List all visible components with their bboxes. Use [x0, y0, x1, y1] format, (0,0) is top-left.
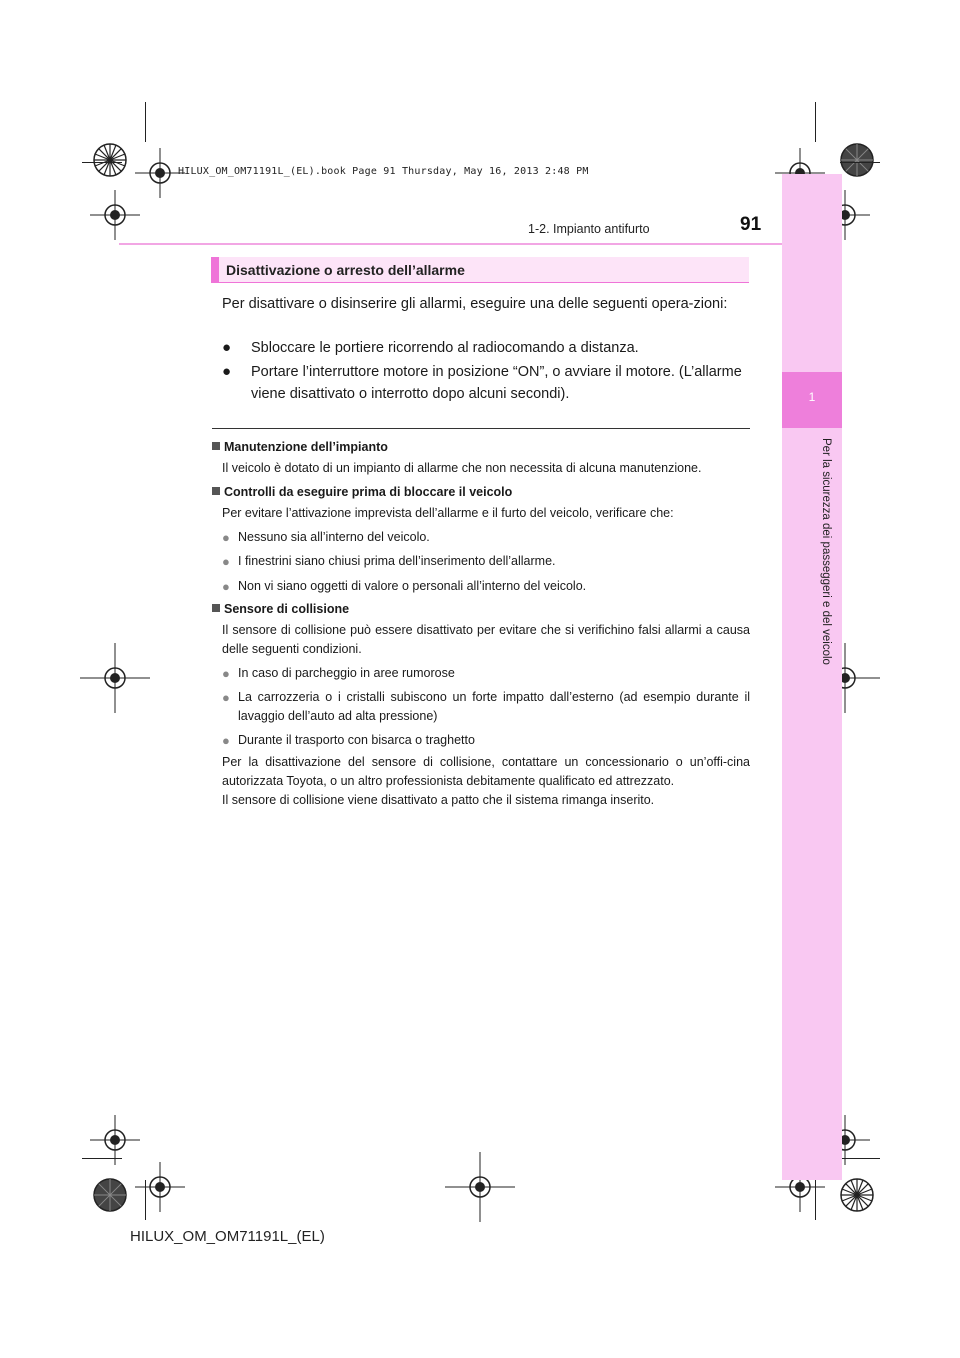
crop-line — [815, 102, 816, 142]
book-stamp: HILUX_OM_OM71191L_(EL).book Page 91 Thursday, May 16, 2013 2:48 PM — [178, 166, 589, 177]
note-heading: Sensore di collisione — [212, 602, 349, 616]
note-text: Per evitare l’attivazione imprevista dell’allarme e il furto del veicolo, verificare che: — [222, 506, 674, 520]
bullet-icon: ● — [222, 363, 232, 380]
note-text: Per la disattivazione del sensore di collisione, contattare un concessionario o un’offi-cina autorizzata Toyota, o un altro professionista debitamente qualificato ed attrezzato. — [222, 755, 750, 788]
bullet-icon: ● — [222, 554, 230, 569]
crop-line — [815, 1180, 816, 1220]
bullet-icon: ● — [222, 733, 230, 748]
crop-line — [82, 1158, 122, 1159]
note-text: Il veicolo è dotato di un impianto di allarme che non necessita di alcuna manutenzione. — [222, 461, 702, 475]
list-item-text: Sbloccare le portiere ricorrendo al radiocomando a distanza. — [251, 340, 639, 356]
square-bullet-icon — [212, 487, 220, 495]
section-intro: Per disattivare o disinserire gli allarmi, eseguire una delle seguenti opera-zioni: — [222, 296, 728, 312]
bullet-icon: ● — [222, 666, 230, 681]
chapter-title: Per la sicurezza dei passeggeri e del veicolo — [820, 438, 832, 665]
crop-line — [82, 162, 122, 163]
section-divider — [212, 428, 750, 429]
bullet-icon: ● — [222, 690, 230, 705]
square-bullet-icon — [212, 604, 220, 612]
crosshair-target-icon — [445, 1152, 515, 1222]
note-heading: Controlli da eseguire prima di bloccare il veicolo — [212, 485, 512, 499]
document-code: HILUX_OM_OM71191L_(EL) — [130, 1228, 325, 1245]
square-bullet-icon — [212, 442, 220, 450]
note-text: Il sensore di collisione può essere disattivato per evitare che si verifichino falsi allarmi a causa delle seguenti condizioni. — [222, 623, 750, 656]
note-text: Il sensore di collisione viene disattivato a patto che il sistema rimanga inserito. — [222, 793, 655, 807]
crosshair-target-icon — [80, 643, 150, 713]
header-rule — [119, 243, 782, 245]
crop-line — [840, 162, 880, 163]
chapter-number: 1 — [808, 390, 816, 404]
list-item-text: Portare l’interruttore motore in posizione “ON”, o avviare il motore. (L’allarme viene disattivato o interrotto dopo alcuni secondi). — [251, 364, 742, 402]
crop-line — [840, 1158, 880, 1159]
section-reference: 1-2. Impianto antifurto — [528, 222, 650, 236]
crop-line — [145, 102, 146, 142]
crop-line — [145, 1180, 146, 1220]
bullet-icon: ● — [222, 579, 230, 594]
note-heading: Manutenzione dell’impianto — [212, 440, 388, 454]
page-number: 91 — [740, 214, 762, 235]
bullet-icon: ● — [222, 530, 230, 545]
bullet-icon: ● — [222, 339, 232, 356]
crosshair-target-icon — [125, 1152, 195, 1222]
section-title: Disattivazione o arresto dell’allarme — [211, 257, 749, 283]
crosshair-target-icon — [80, 180, 150, 250]
